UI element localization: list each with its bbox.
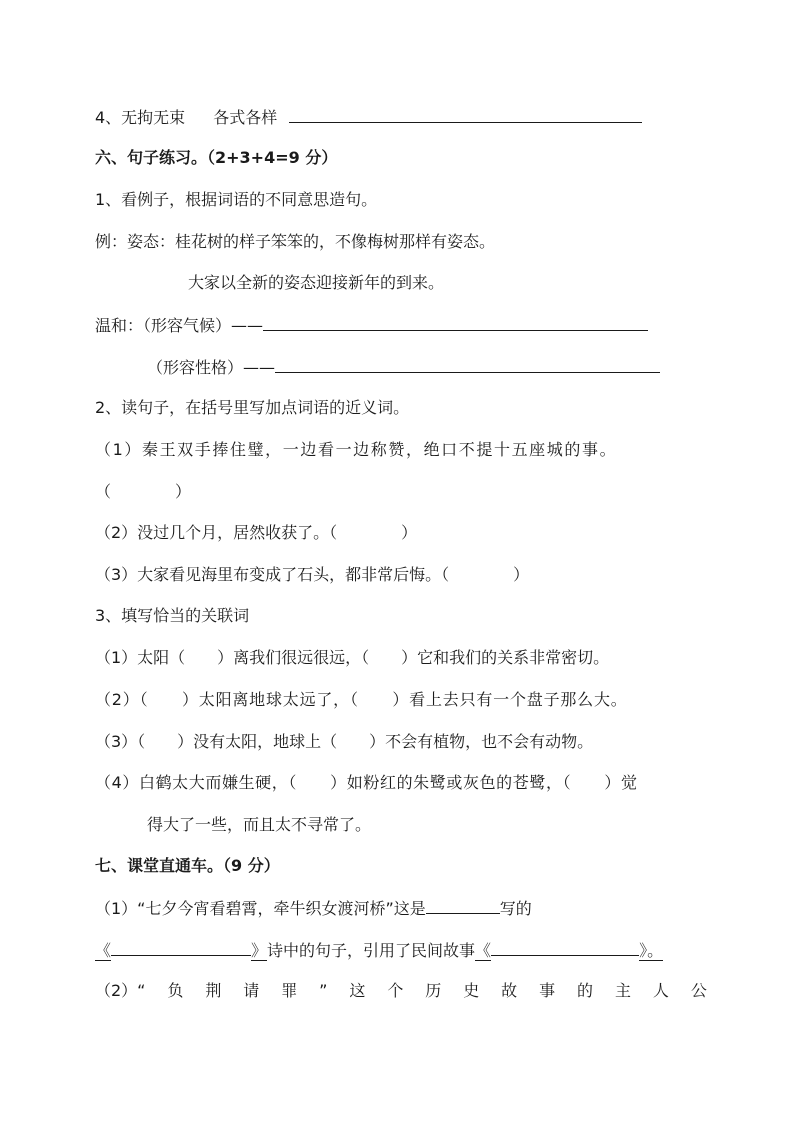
s7-q2-char: 人 [652,981,669,1000]
s7-q1-close1: 》 [251,941,268,960]
s7-q2-char: 个 [387,981,404,1000]
s6-q3-title: 3、填写恰当的关联词 [95,606,250,625]
s7-q1-poem-blank[interactable] [111,939,251,956]
s6-q3-s1: （1）太阳（ ）离我们很远很远，（ ）它和我们的关系非常密切。 [95,648,610,667]
s7-q2-char: 罪 [281,981,298,1000]
s6-q2-s3: （3）大家看见海里布变成了石头，都非常后悔。（ ） [95,565,530,584]
q4-answer-blank[interactable] [289,106,642,123]
s6-q1-item2-blank[interactable] [275,356,660,373]
s7-q2-char: 这 [349,981,366,1000]
s7-q1-part1: （1）“七夕今宵看碧霄，牵牛织女渡河桥”这是 [95,899,426,918]
s6-q3-s4: （4）白鹤太大而嫌生硬，（ ）如粉红的朱鹭或灰色的苍鹭，（ ）觉 [95,773,638,792]
s6-q3-s4-cont: 得大了一些，而且太不寻常了。 [147,815,372,834]
s7-q2-char: 史 [463,981,480,1000]
s7-q1-author-blank[interactable] [426,897,500,914]
s6-q1-item1-blank[interactable] [263,314,648,331]
s7-q1-story-blank[interactable] [491,939,639,956]
s7-q2-char: 历 [425,981,442,1000]
s7-q1-open2: 《 [475,941,492,960]
q4-word1: 4、无拘无束 [95,108,186,127]
s7-q2-char: 故 [501,981,518,1000]
s6-q1-title: 1、看例子，根据词语的不同意思造句。 [95,190,378,209]
s7-q1-mid: 诗中的句子，引用了民间故事 [267,941,476,960]
s6-q3-s3: （3）（ ）没有太阳，地球上（ ）不会有植物，也不会有动物。 [95,732,594,751]
s7-q2-char: 负 [167,981,184,1000]
s7-q2-char: ” [319,981,328,1000]
s6-q2-s2: （2）没过几个月，居然收获了。（ ） [95,523,418,542]
s6-q1-example1: 例：姿态：桂花树的样子笨笨的，不像梅树那样有姿态。 [95,232,496,251]
s7-q2-char: 主 [614,981,631,1000]
s7-q2-char: 事 [539,981,556,1000]
s7-q1-part2: 写的 [499,899,532,918]
section6-title: 六、句子练习。（2+3+4=9 分） [95,148,338,167]
s7-q2-char: （2）“ [95,981,146,1000]
s7-q2-line [95,980,707,1002]
s7-q1-line1 [95,897,532,920]
s6-q1-example2: 大家以全新的姿态迎接新年的到来。 [188,273,445,292]
s7-q1-open: 《 [95,941,112,960]
s6-q1-item1 [95,314,648,337]
s6-q2-title: 2、读句子，在括号里写加点词语的近义词。 [95,398,410,417]
s6-q2-s1: （1）秦王双手捧住璧，一边看一边称赞，绝口不提十五座城的事。 [95,440,618,459]
s7-q2-char: 的 [577,981,594,1000]
q4-word2: 各式各样 [213,108,278,127]
s6-q1-item1-label: 温和：（形容气候）—— [95,316,264,335]
s6-q1-item2-label: （形容性格）—— [147,358,276,377]
section7-title: 七、课堂直通车。（9 分） [95,856,280,875]
s7-q2-char: 请 [243,981,260,1000]
s7-q1-line2 [95,939,663,962]
s7-q1-close2: 》。 [639,941,664,960]
s6-q2-s1-paren[interactable]: （ ） [95,482,192,501]
s7-q2-char: 荆 [205,981,222,1000]
s6-q3-s2: （2）（ ）太阳离地球太远了，（ ）看上去只有一个盘子那么大。 [95,690,628,709]
q4-line [95,106,642,129]
s6-q1-item2 [147,356,660,379]
s7-q2-char: 公 [690,981,707,1000]
